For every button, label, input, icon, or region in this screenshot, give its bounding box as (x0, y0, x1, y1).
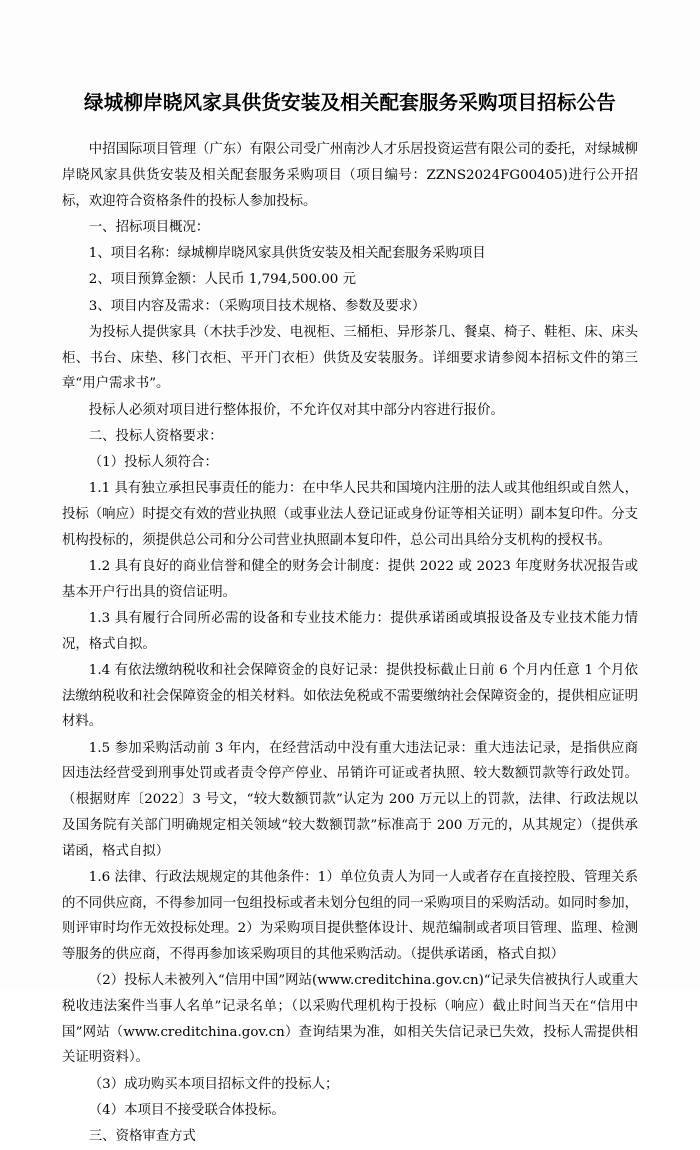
paragraph-item-2-1-6: 1.6 法律、行政法规规定的其他条件：1）单位负责人为同一人或者存在直接控股、管理关系的不同供应商，不得参加同一包组投标或者未划分包组的同一采购项目的采购活动。如同时参加，则评审时均作无效投标处理。2）为采购项目提供整体设计、规范编制或者项目管理、监理、检测等服务的供应商，不得再参加该采购项目的其他采购活动。（提供承诺函，格式自拟） (62, 869, 638, 963)
paragraph-item-2-1: （1）投标人须符合： (88, 455, 218, 471)
paragraph-item-2-2: （2）投标人未被列入“信用中国”网站(www.creditchina.gov.cn)“记录失信被执行人或重大税收违法案件当事人名单”记录名单；（以采购代理机构于投标（响应）截止时间当天在“信用中国”网站（www.creditchina.gov.cn）查询结果为准，如相关失信记录已失效，投标人需提供相关证明资料）。 (62, 973, 638, 1066)
paragraph-section-2: 二、投标人资格要求： (88, 428, 223, 444)
paragraph-item-1-3: 3、项目内容及需求：（采购项目技术规格、参数及要求） (88, 298, 426, 314)
paragraph-section-3: 三、资格审查方式 (88, 1129, 196, 1145)
paragraph-item-1-4-body: 投标人必须对项目进行整体报价，不允许仅对其中部分内容进行报价。 (88, 402, 504, 418)
paragraph-item-2-1-1: 1.1 具有独立承担民事责任的能力：在中华人民共和国境内注册的法人或其他组织或自然人，投标（响应）时提交有效的营业执照（或事业法人登记证或身份证等相关证明）副本复印件。分支机构投标的，须提供总公司和分公司营业执照副本复印件，总公司出具给分支机构的授权书。 (62, 481, 638, 548)
paragraph-item-2-1-2: 1.2 具有良好的商业信誉和健全的财务会计制度：提供 2022 或 2023 年度财务状况报告或基本开户行出具的资信证明。 (62, 559, 638, 600)
paragraph-item-2-1-5: 1.5 参加采购活动前 3 年内，在经营活动中没有重大违法记录：重大违法记录，是指供应商因违法经营受到刑事处罚或者责令停产停业、吊销许可证或者执照、较大数额罚款等行政处罚。（根据财库〔2022〕3 号文，“较大数额罚款”认定为 200 万元以上的罚款，法律、行政法规以及国务院有关部门明确规定相关领域“较大数额罚款”标准高于 200 万元的，从其规定）（提供承诺函，格式自拟） (62, 740, 638, 859)
paragraph-item-1-3-body: 为投标人提供家具（木扶手沙发、电视柜、三桶柜、异形茶几、餐桌、椅子、鞋柜、床、床头柜、书台、床垫、移门衣柜、平开门衣柜）供货及安装服务。详细要求请参阅本招标文件的第三章“用户需求书”。 (62, 324, 638, 392)
paragraph-section-1: 一、招标项目概况： (88, 219, 210, 235)
paragraph-item-1-1: 1、项目名称：绿城柳岸晓风家具供货安装及相关配套服务采购项目 (88, 246, 486, 262)
paragraph-item-1-2: 2、项目预算金额：人民币 1,794,500.00 元 (88, 272, 356, 288)
paragraph-item-2-4: （4）本项目不接受联合体投标。 (88, 1102, 285, 1118)
page-title: 绿城柳岸晓风家具供货安装及相关配套服务采购项目招标公告 (84, 91, 616, 114)
paragraph-intro: 中招国际项目管理（广东）有限公司受广州南沙人才乐居投资运营有限公司的委托，对绿城柳岸晓风家具供货安装及相关配套服务采购项目（项目编号：ZZNS2024FG00405)进行公开招标，欢迎符合资格条件的投标人参加投标。 (62, 142, 638, 209)
paragraph-item-2-3: （3）成功购买本项目招标文件的投标人； (88, 1076, 339, 1092)
paragraph-item-2-1-3: 1.3 具有履行合同所必需的设备和专业技术能力：提供承诺函或填报设备及专业技术能力情况，格式自拟。 (62, 610, 638, 652)
paragraph-item-2-1-4: 1.4 有依法缴纳税收和社会保障资金的良好记录：提供投标截止日前 6 个月内任意 1 个月依法缴纳税收和社会保障资金的相关材料。如依法免税或不需要缴纳社会保障资金的，提供相应证明材料。 (62, 662, 638, 730)
